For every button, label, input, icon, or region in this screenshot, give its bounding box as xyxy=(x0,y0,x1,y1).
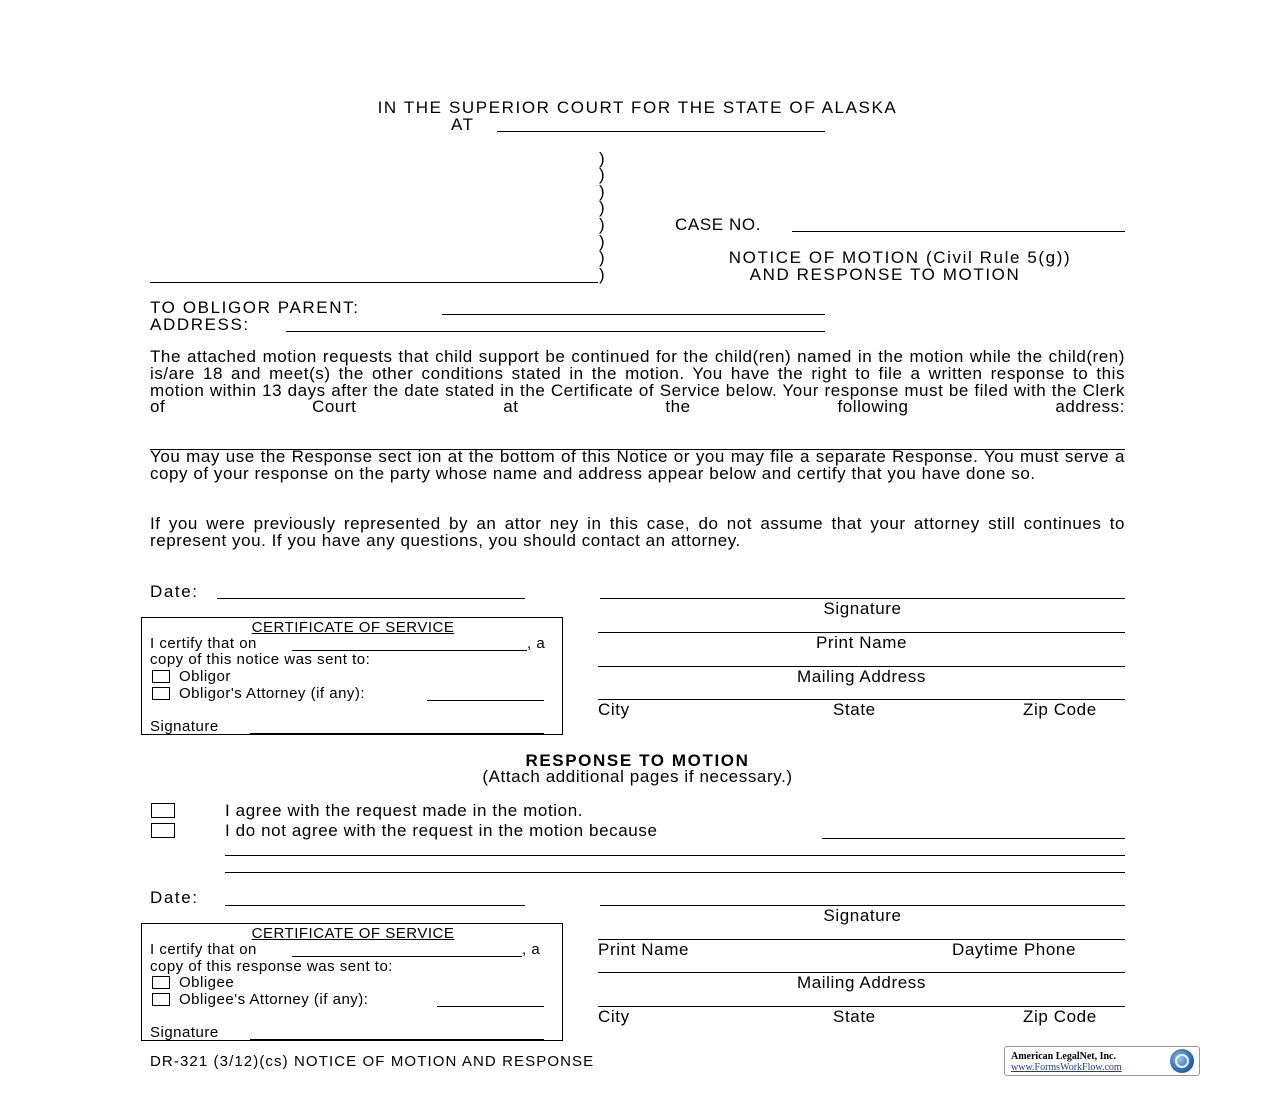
caption-paren: ) xyxy=(599,215,606,234)
agree-checkbox[interactable] xyxy=(151,803,175,818)
obligee-label: Obligee xyxy=(179,974,235,991)
caption-paren: ) xyxy=(599,248,606,267)
certificate-signature-label: Signature xyxy=(150,1024,219,1041)
notice-paragraph-1: The attached motion requests that child support be continued for the child(ren) named in the motion while the child(ren) is/are 18 and meet(s) the other conditions stated in the motion. You have the right to file a written response to this motion within 13 days after the date stated in the Certificate of Service below. Your response must be filed with the Clerk of Court at the following address: xyxy=(150,347,1125,417)
certificate-signature-field[interactable] xyxy=(250,733,544,734)
disagree-label: I do not agree with the request in the motion because xyxy=(225,821,658,840)
obligee-attorney-field[interactable] xyxy=(437,1006,544,1007)
disagree-reason-line[interactable] xyxy=(225,855,1125,856)
caption-paren: ) xyxy=(599,182,606,201)
obligor-attorney-checkbox[interactable] xyxy=(152,687,170,700)
obligor-attorney-label: Obligor's Attorney (if any): xyxy=(179,685,366,702)
notice-date-label: Date: xyxy=(150,582,199,601)
notice-paragraph-2: You may use the Response sect ion at the bottom of this Notice or you may file a separate Response. You must serve a copy of your response on the party whose name and address appear below and certify that you have done so. xyxy=(150,447,1125,483)
notice-print-name-label: Print Name xyxy=(815,633,908,652)
certify-a-text: , a xyxy=(522,941,541,958)
court-title: IN THE SUPERIOR COURT FOR THE STATE OF ALASKA xyxy=(377,98,898,117)
notice-paragraph-3: If you were previously represented by an attor ney in this case, do not assume that your attorney still continues to represent you. If you have any questions, you should contact an attorney. xyxy=(150,514,1125,550)
notice-city-label: City xyxy=(598,700,630,719)
certificate-title: CERTIFICATE OF SERVICE xyxy=(251,925,455,942)
obligee-attorney-checkbox[interactable] xyxy=(152,993,170,1006)
agree-label: I agree with the request made in the motion. xyxy=(225,801,584,820)
obligor-label: Obligor xyxy=(179,668,231,685)
notice-signature-label: Signature xyxy=(823,599,902,618)
logo-name: American LegalNet, Inc. xyxy=(1011,1051,1116,1062)
certify-date-field[interactable] xyxy=(292,956,522,957)
form-id-footer: DR-321 (3/12)(cs) NOTICE OF MOTION AND RESPONSE xyxy=(150,1053,595,1070)
notice-state-label: State xyxy=(833,700,876,719)
response-signature-label: Signature xyxy=(823,906,902,925)
disagree-checkbox[interactable] xyxy=(151,823,175,838)
certify-label: I certify that on xyxy=(150,635,257,652)
response-subtitle: (Attach additional pages if necessary.) xyxy=(482,767,793,786)
obligor-attorney-field[interactable] xyxy=(427,700,544,701)
response-title: RESPONSE TO MOTION xyxy=(525,751,750,770)
obligor-parent-label: TO OBLIGOR PARENT: xyxy=(150,298,360,317)
response-print-name-label: Print Name xyxy=(598,940,690,959)
notice-title-line1: NOTICE OF MOTION (Civil Rule 5(g)) xyxy=(728,248,1072,267)
notice-title-line2: AND RESPONSE TO MOTION xyxy=(749,265,1021,284)
at-label: AT xyxy=(451,115,475,134)
notice-zip-label: Zip Code xyxy=(1023,700,1097,719)
response-mailing-address-label: Mailing Address xyxy=(796,973,926,992)
response-city-label: City xyxy=(598,1007,630,1026)
copy-sent-label: copy of this notice was sent to: xyxy=(150,651,371,668)
certificate-of-service-response xyxy=(141,923,563,1041)
certify-a-text: , a xyxy=(527,635,546,652)
obligor-parent-field[interactable] xyxy=(442,314,825,315)
obligor-checkbox[interactable] xyxy=(152,670,170,683)
response-state-label: State xyxy=(833,1007,876,1026)
caption-paren: ) xyxy=(599,198,606,217)
logo-url[interactable]: www.FormsWorkFlow.com xyxy=(1011,1062,1122,1073)
copy-sent-label: copy of this response was sent to: xyxy=(150,958,393,975)
address-field[interactable] xyxy=(286,331,825,332)
response-daytime-phone-label: Daytime Phone xyxy=(952,940,1077,959)
caption-paren: ) xyxy=(599,149,606,168)
american-legalnet-logo[interactable] xyxy=(1004,1046,1200,1076)
case-no-label: CASE NO. xyxy=(675,215,762,234)
case-no-field[interactable] xyxy=(792,231,1125,232)
response-zip-label: Zip Code xyxy=(1023,1007,1097,1026)
certificate-signature-label: Signature xyxy=(150,718,219,735)
disagree-reason-field[interactable] xyxy=(822,838,1125,839)
caption-paren: ) xyxy=(599,232,606,251)
caption-paren: ) xyxy=(599,165,606,184)
globe-icon xyxy=(1170,1049,1194,1073)
address-label: ADDRESS: xyxy=(150,315,250,334)
obligee-checkbox[interactable] xyxy=(152,976,170,989)
party-name-field[interactable] xyxy=(150,282,598,283)
disagree-reason-line[interactable] xyxy=(225,872,1125,873)
certificate-signature-field[interactable] xyxy=(250,1039,544,1040)
at-location-field[interactable] xyxy=(497,131,825,132)
notice-date-field[interactable] xyxy=(217,598,525,599)
caption-paren: ) xyxy=(599,265,606,284)
notice-mailing-address-label: Mailing Address xyxy=(796,667,926,686)
obligee-attorney-label: Obligee's Attorney (if any): xyxy=(179,991,369,1008)
certify-label: I certify that on xyxy=(150,941,257,958)
response-date-label: Date: xyxy=(150,888,199,907)
response-date-field[interactable] xyxy=(225,905,525,906)
certificate-title: CERTIFICATE OF SERVICE xyxy=(251,619,455,636)
certificate-of-service-notice xyxy=(141,617,563,735)
